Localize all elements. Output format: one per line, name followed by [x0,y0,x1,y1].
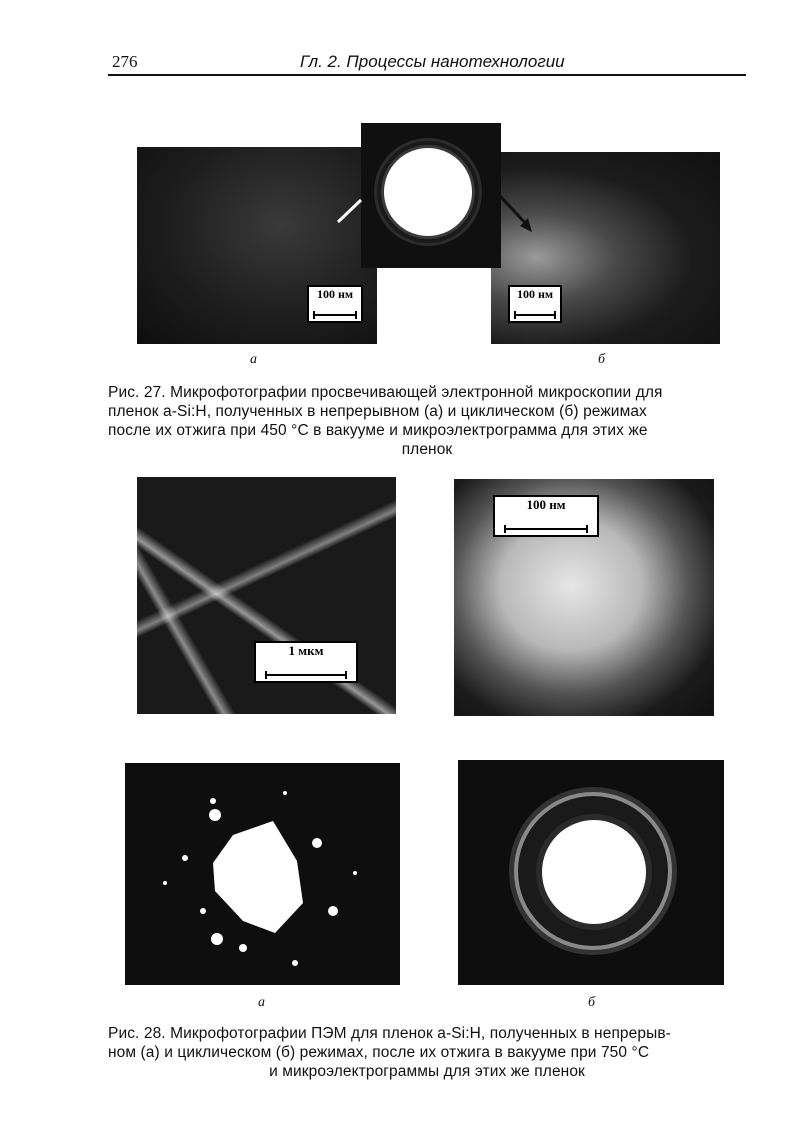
caption-28-line: Рис. 28. Микрофотографии ПЭМ для пленок a-Si:H, полученных в непрерыв- [108,1025,671,1042]
caption-28-line: и микроэлектрограммы для этих же пленок [269,1063,585,1080]
page-number: 276 [112,52,138,71]
sublabel-28b: б [588,995,596,1010]
running-title: Гл. 2. Процессы нанотехнологии [300,52,565,71]
caption-27-line: после их отжига при 450 °С в вакууме и микроэлектрограмма для этих же [108,422,648,439]
caption-27 [108,383,746,459]
figure-27 [0,0,796,470]
diffraction-disk-28b [542,820,646,924]
diffraction-pattern-28b [458,760,724,985]
micrograph-28a [137,477,396,714]
caption-27-line: Рис. 27. Микрофотографии просвечивающей электронной микроскопии для [108,384,663,401]
caption-27-line: пленок [401,441,453,458]
sublabel-28a: а [258,995,265,1010]
micrograph-28b [454,479,714,716]
scale-bar-28a [254,641,358,683]
scale-label-27a: 100 нм [316,287,354,301]
scale-bar-28b [493,495,599,537]
sublabel-27b: б [598,352,606,367]
scale-line-28a [266,674,346,676]
diffraction-spots-28a [125,763,400,985]
caption-28-line: ном (а) и циклическом (б) режимах, после их отжига в вакууме при 750 °С [108,1044,650,1061]
caption-28 [108,1024,746,1081]
scale-label-27b: 100 нм [516,287,554,301]
scale-label-28b: 100 нм [526,497,566,512]
scale-line-28b [505,528,587,530]
caption-27-line: пленок a-Si:H, полученных в непрерывном (а) и циклическом (б) режимах [108,403,647,420]
diffraction-pattern-28a [125,763,400,985]
scale-label-28a: 1 мкм [288,643,324,658]
sublabel-27a: а [250,352,257,367]
figure-28 [0,470,796,1110]
